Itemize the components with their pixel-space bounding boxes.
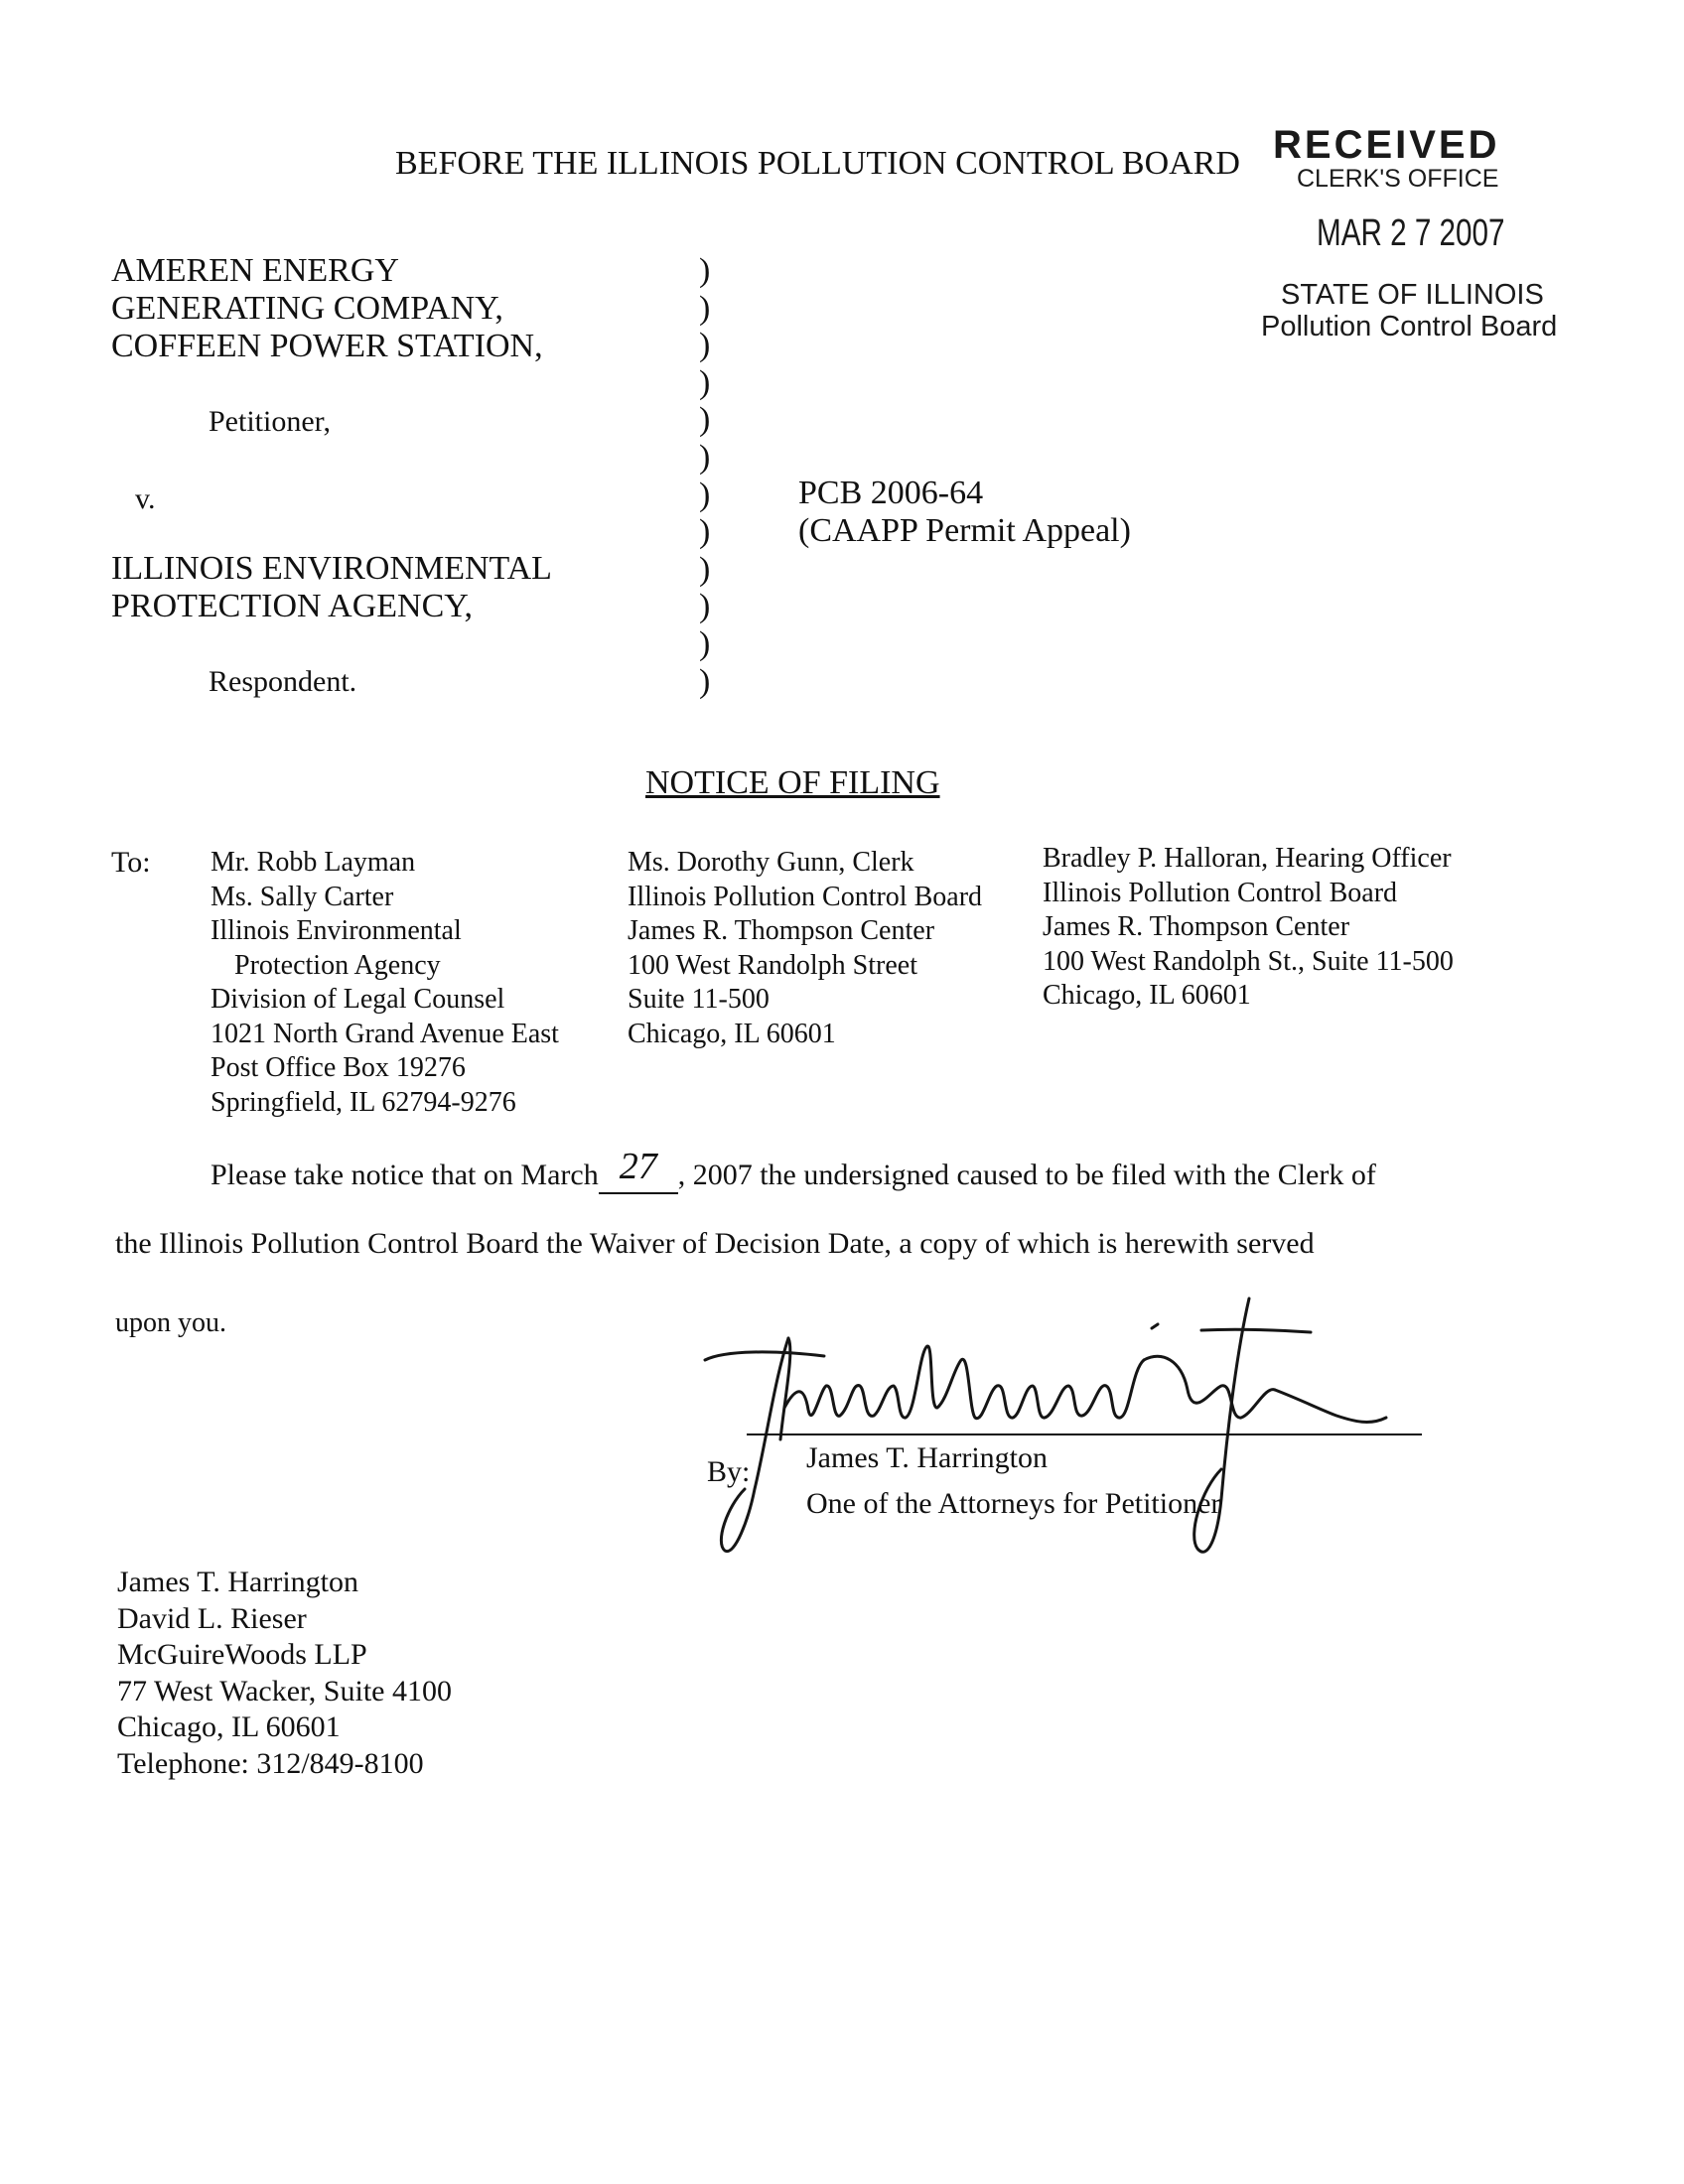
address-line: Chicago, IL 60601 (628, 1018, 836, 1049)
notice-title: NOTICE OF FILING (645, 764, 940, 801)
stamp-date: MAR 2 7 2007 (1317, 212, 1505, 254)
notice-line-3: upon you. (115, 1307, 226, 1338)
handwritten-signature (685, 1291, 1400, 1588)
attorney-block (117, 1565, 452, 1782)
petitioner-line: GENERATING COMPANY, (111, 290, 503, 327)
paren: ) (699, 363, 711, 401)
case-type: (CAAPP Permit Appeal) (798, 512, 1131, 549)
notice-line-2: the Illinois Pollution Control Board the Waiver of Decision Date, a copy of which is herewith served (115, 1227, 1315, 1260)
address-line: Illinois Environmental (210, 915, 462, 946)
caption-parens (699, 252, 710, 700)
respondent-line: ILLINOIS ENVIRONMENTAL (111, 550, 552, 587)
paren: ) (699, 252, 711, 289)
paren: ) (699, 476, 711, 513)
notice-line-1-end: , 2007 the undersigned caused to be filed with the Clerk of (677, 1159, 1376, 1191)
attorney-line: 77 West Wacker, Suite 4100 (117, 1674, 452, 1707)
case-info (798, 475, 1131, 550)
paren: ) (699, 588, 711, 625)
signature-by: By: (707, 1455, 751, 1488)
address-line: James R. Thompson Center (628, 915, 935, 946)
to-label: To: (111, 846, 151, 879)
address-line: 1021 North Grand Avenue East (210, 1018, 559, 1049)
petitioner-line: COFFEEN POWER STATION, (111, 328, 543, 364)
petitioner-name (111, 252, 543, 365)
attorney-line: David L. Rieser (117, 1601, 307, 1635)
paren: ) (699, 662, 711, 700)
signer-name: James T. Harrington (806, 1441, 1049, 1474)
notice-line-1 (210, 1146, 1376, 1194)
address-line: 100 West Randolph St., Suite 11-500 (1043, 945, 1454, 977)
address-line: Illinois Pollution Control Board (1043, 877, 1398, 908)
paren: ) (699, 624, 711, 662)
respondent-name (111, 550, 552, 625)
stamp-received: RECEIVED (1273, 123, 1500, 167)
attorney-line: McGuireWoods LLP (117, 1638, 367, 1671)
attorney-line: Chicago, IL 60601 (117, 1710, 341, 1743)
address-line: Ms. Dorothy Gunn, Clerk (628, 847, 914, 878)
recipient-column-1 (210, 846, 559, 1120)
address-line: Ms. Sally Carter (210, 881, 394, 912)
address-line: Bradley P. Halloran, Hearing Officer (1043, 843, 1452, 874)
address-line: Division of Legal Counsel (210, 984, 505, 1015)
handwritten-day: 27 (619, 1146, 657, 1187)
address-line: 100 West Randolph Street (628, 949, 917, 981)
address-line: Suite 11-500 (628, 984, 770, 1015)
respondent-line: PROTECTION AGENCY, (111, 588, 473, 624)
attorney-line: Telephone: 312/849-8100 (117, 1746, 424, 1780)
paren: ) (699, 401, 711, 439)
versus: v. (135, 482, 156, 515)
address-line: Chicago, IL 60601 (1043, 980, 1251, 1011)
address-line: Illinois Pollution Control Board (628, 881, 983, 912)
stamp-board: Pollution Control Board (1261, 311, 1558, 342)
notice-line-1-start: Please take notice that on March (210, 1159, 599, 1191)
respondent-label: Respondent. (209, 665, 357, 698)
paren: ) (699, 513, 711, 551)
address-line: James R. Thompson Center (1043, 911, 1350, 942)
attorney-line: James T. Harrington (117, 1566, 359, 1598)
stamp-state: STATE OF ILLINOIS (1281, 279, 1544, 311)
court-heading: BEFORE THE ILLINOIS POLLUTION CONTROL BOARD (395, 145, 1240, 182)
handwritten-day-blank (599, 1146, 678, 1194)
address-line: Post Office Box 19276 (210, 1052, 466, 1083)
stamp-office: CLERK'S OFFICE (1297, 165, 1499, 193)
signer-role: One of the Attorneys for Petitioner (806, 1487, 1221, 1520)
petitioner-label: Petitioner, (209, 405, 331, 438)
case-number: PCB 2006-64 (798, 475, 984, 511)
recipient-column-3 (1043, 842, 1454, 1014)
paren: ) (699, 327, 711, 364)
paren: ) (699, 438, 711, 476)
signature-line (747, 1433, 1422, 1435)
paren: ) (699, 550, 711, 588)
address-line: Mr. Robb Layman (210, 847, 416, 878)
address-line: Springfield, IL 62794-9276 (210, 1086, 516, 1118)
paren: ) (699, 289, 711, 327)
address-line: Protection Agency (234, 949, 441, 981)
recipient-column-2 (628, 846, 982, 1051)
petitioner-line: AMEREN ENERGY (111, 252, 399, 289)
